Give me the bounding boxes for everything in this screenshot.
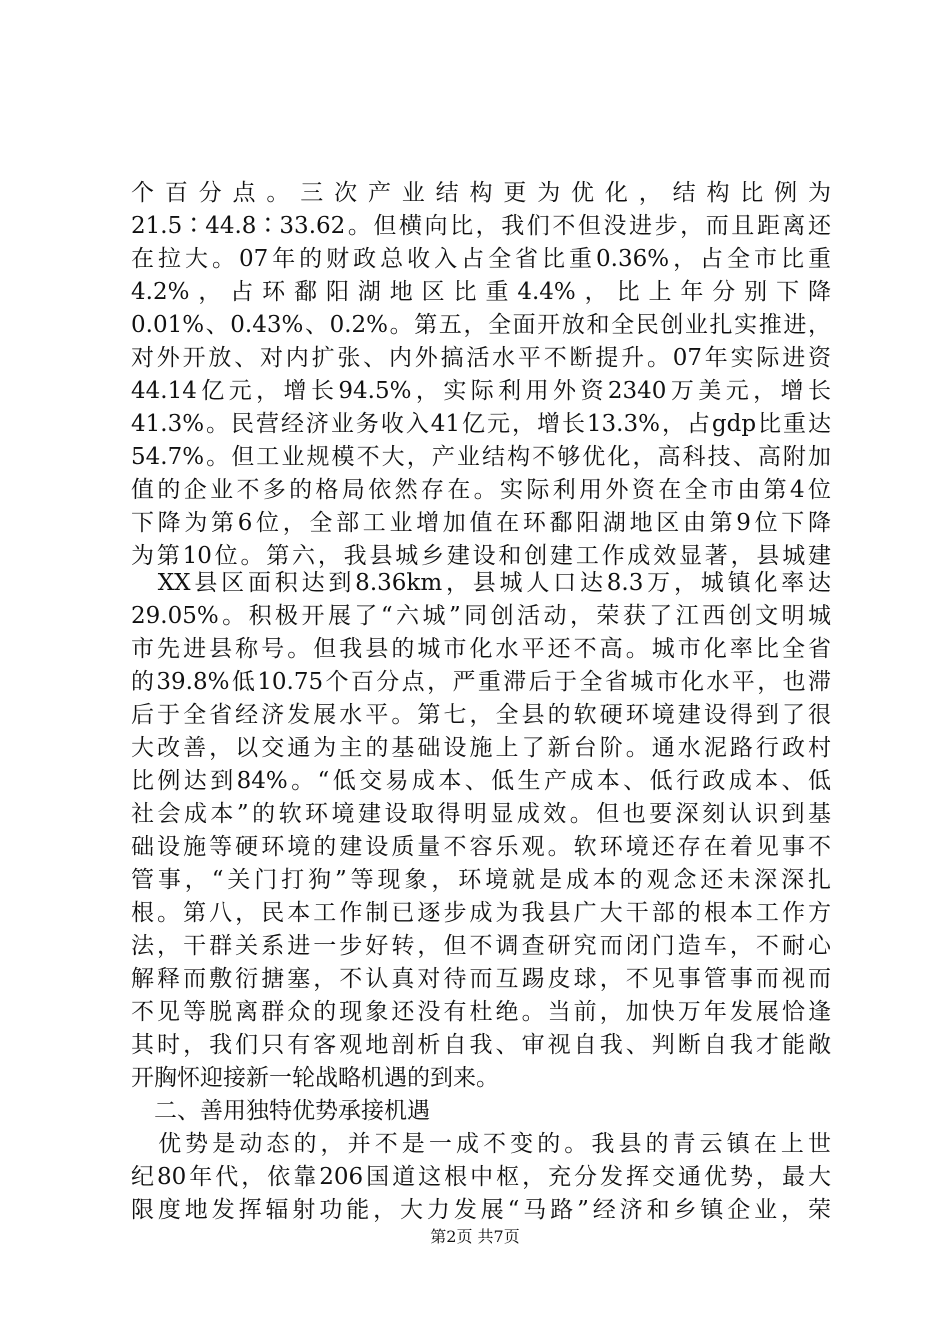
text-line: 开胸怀迎接新一轮战略机遇的到来。 [131, 1065, 499, 1091]
text-line: 市先进县称号。但我县的城市化水平还不高。城市化率比全省 [131, 636, 831, 662]
section-heading: 二、善用独特优势承接机遇 [131, 1098, 430, 1124]
text-line: 的39.8%低10.75个百分点，严重滞后于全省城市化水平，也滞 [131, 669, 831, 695]
text-line: 21.5∶44.8∶33.62。但横向比，我们不但没进步，而且距离还 [131, 213, 831, 239]
text-line: 个百分点。三次产业结构更为优化，结构比例为 [131, 180, 831, 206]
text-line: 为第10位。第六，我县城乡建设和创建工作成效显著，县城建 [131, 543, 831, 569]
text-line: 大改善，以交通为主的基础设施上了新台阶。通水泥路行政村 [131, 735, 831, 761]
text-line: 解释而敷衍搪塞，不认真对待而互踢皮球，不见事管事而视而 [131, 966, 831, 992]
text-line: XX县区面积达到8.36km，县城人口达8.3万，城镇化率达 [131, 570, 831, 596]
text-line: 不见等脱离群众的现象还没有杜绝。当前，加快万年发展恰逢 [131, 999, 831, 1025]
text-line: 在拉大。07年的财政总收入占全省比重0.36%，占全市比重 [131, 246, 831, 272]
text-line: 根。第八，民本工作制已逐步成为我县广大干部的根本工作方 [131, 900, 831, 926]
text-line: 值的企业不多的格局依然存在。实际利用外资在全市由第4位 [131, 477, 831, 503]
text-line: 限度地发挥辐射功能，大力发展“马路”经济和乡镇企业，荣 [131, 1197, 831, 1223]
paragraph-block-1 [131, 177, 831, 573]
text-line: 后于全省经济发展水平。第七，全县的软硬环境建设得到了很 [131, 702, 831, 728]
text-line: 41.3%。民营经济业务收入41亿元，增长13.3%，占gdp比重达 [131, 411, 831, 437]
text-line: 社会成本”的软环境建设取得明显成效。但也要深刻认识到基 [131, 801, 831, 827]
text-line: 础设施等硬环境的建设质量不容乐观。软环境还存在着见事不 [131, 834, 831, 860]
text-line: 29.05%。积极开展了“六城”同创活动，荣获了江西创文明城 [131, 603, 831, 629]
text-line: 其时，我们只有客观地剖析自我、审视自我、判断自我才能敞 [131, 1032, 831, 1058]
paragraph-block-2 [131, 567, 831, 1227]
text-line: 44.14亿元，增长94.5%，实际利用外资2340万美元，增长 [131, 378, 831, 404]
text-line: 0.01%、0.43%、0.2%。第五，全面开放和全民创业扎实推进， [131, 312, 831, 338]
text-line: 法，干群关系进一步好转，但不调查研究而闭门造车，不耐心 [131, 933, 831, 959]
text-line: 管事，“关门打狗”等现象，环境就是成本的观念还未深深扎 [131, 867, 831, 893]
text-line: 下降为第6位，全部工业增加值在环鄱阳湖地区由第9位下降 [131, 510, 831, 536]
text-line: 比例达到84%。“低交易成本、低生产成本、低行政成本、低 [131, 768, 831, 794]
text-line: 54.7%。但工业规模不大，产业结构不够优化，高科技、高附加 [131, 444, 831, 470]
text-line: 纪80年代，依靠206国道这根中枢，充分发挥交通优势，最大 [131, 1164, 831, 1190]
page-number-footer: 第2页 共7页 [430, 1227, 520, 1246]
text-line: 对外开放、对内扩张、内外搞活水平不断提升。07年实际进资 [131, 345, 831, 371]
text-line: 优势是动态的，并不是一成不变的。我县的青云镇在上世 [131, 1131, 831, 1157]
text-line: 4.2%，占环鄱阳湖地区比重4.4%，比上年分别下降 [131, 279, 831, 305]
